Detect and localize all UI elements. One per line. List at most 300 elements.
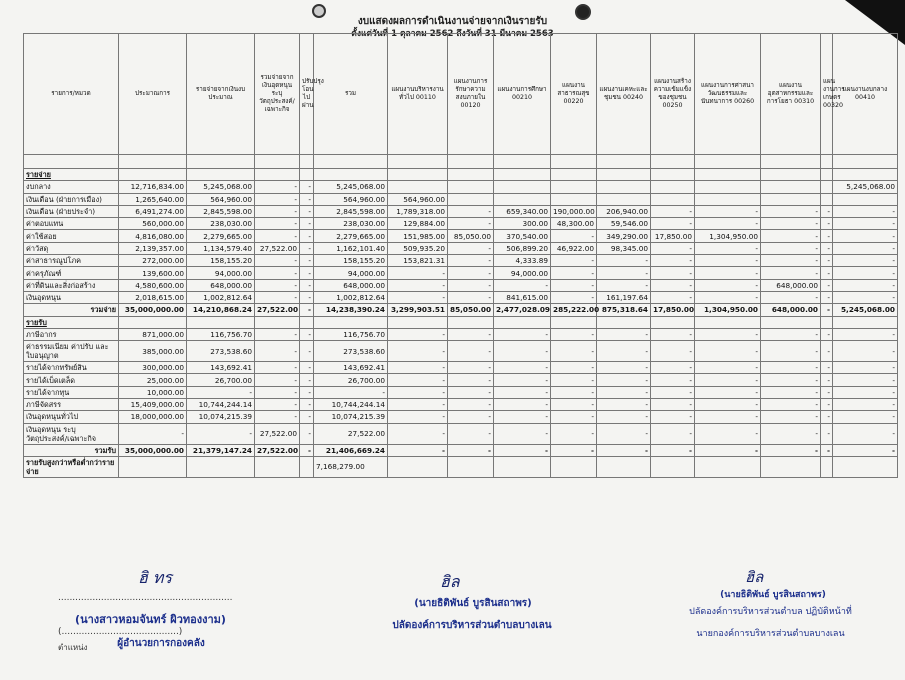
empty-cell: [821, 456, 833, 477]
table-row: [24, 291, 898, 303]
total-value: 27,522.00: [255, 304, 300, 316]
value-cell: -: [255, 181, 300, 193]
value-cell: -: [761, 411, 821, 423]
value-cell: -: [651, 267, 695, 279]
value-cell: 27,522.00: [255, 242, 300, 254]
value-cell: -: [695, 218, 761, 230]
empty-cell: [494, 169, 551, 181]
value-cell: 871,000.00: [119, 328, 187, 340]
value-cell: -: [494, 386, 551, 398]
value-cell: [695, 193, 761, 205]
value-cell: [597, 181, 651, 193]
value-cell: -: [255, 341, 300, 362]
value-cell: 349,290.00: [597, 230, 651, 242]
row-label: รายได้เบ็ดเตล็ด: [24, 374, 119, 386]
empty-cell: [821, 316, 833, 328]
value-cell: 1,789,318.00: [388, 205, 448, 217]
value-cell: -: [300, 374, 314, 386]
value-cell: 564,960.00: [388, 193, 448, 205]
value-cell: 659,340.00: [494, 205, 551, 217]
value-cell: -: [761, 328, 821, 340]
value-cell: 94,000.00: [314, 267, 388, 279]
empty-cell: [494, 316, 551, 328]
empty-cell: [833, 316, 898, 328]
value-cell: 59,546.00: [597, 218, 651, 230]
value-cell: -: [448, 411, 494, 423]
value-cell: 1,002,812.64: [187, 291, 255, 303]
value-cell: -: [695, 205, 761, 217]
value-cell: -: [551, 291, 597, 303]
value-cell: -: [255, 374, 300, 386]
value-cell: -: [651, 341, 695, 362]
signature-3-position: ปลัดองค์การบริหารส่วนตำบล ปฏิบัติหน้าที่: [689, 607, 852, 617]
empty-cell: [300, 316, 314, 328]
empty-cell: [651, 155, 695, 169]
value-cell: -: [255, 362, 300, 374]
empty-cell: [651, 169, 695, 181]
value-cell: -: [597, 255, 651, 267]
value-cell: -: [651, 291, 695, 303]
value-cell: -: [255, 230, 300, 242]
table-row: [24, 242, 898, 254]
column-header: รวม: [314, 34, 388, 155]
value-cell: 158,155.20: [314, 255, 388, 267]
value-cell: -: [761, 255, 821, 267]
value-cell: -: [300, 411, 314, 423]
empty-cell: [300, 456, 314, 477]
signature-1-name: (นางสาวหอมจันทร์ ผิวทองงาม): [75, 613, 226, 626]
total-value: -: [821, 444, 833, 456]
empty-cell: [551, 169, 597, 181]
value-cell: -: [448, 399, 494, 411]
value-cell: 1,304,950.00: [695, 230, 761, 242]
value-cell: -: [833, 279, 898, 291]
value-cell: 206,940.00: [597, 205, 651, 217]
table-row: [24, 218, 898, 230]
value-cell: -: [255, 328, 300, 340]
value-cell: -: [494, 423, 551, 444]
signature-1-line: .............................................................: [58, 593, 233, 603]
value-cell: 12,716,834.00: [119, 181, 187, 193]
total-value: 14,210,868.24: [187, 304, 255, 316]
empty-cell: [388, 316, 448, 328]
table-row: [24, 341, 898, 362]
value-cell: 143,692.41: [187, 362, 255, 374]
value-cell: -: [833, 230, 898, 242]
total-value: -: [551, 444, 597, 456]
value-cell: [388, 181, 448, 193]
value-cell: 648,000.00: [314, 279, 388, 291]
value-cell: [448, 181, 494, 193]
value-cell: [761, 181, 821, 193]
signature-1-position: ผู้อำนวยการกองคลัง: [117, 638, 205, 649]
value-cell: 26,700.00: [187, 374, 255, 386]
row-label: เงินอุดหนุน: [24, 291, 119, 303]
table-row: [24, 399, 898, 411]
value-cell: -: [255, 267, 300, 279]
column-header: แผนงานบริหารงานทั่วไป 00110: [388, 34, 448, 155]
total-value: -: [821, 304, 833, 316]
value-cell: 2,845,598.00: [187, 205, 255, 217]
value-cell: 27,522.00: [314, 423, 388, 444]
value-cell: -: [761, 386, 821, 398]
value-cell: -: [833, 362, 898, 374]
value-cell: -: [255, 291, 300, 303]
value-cell: -: [651, 374, 695, 386]
value-cell: -: [695, 242, 761, 254]
value-cell: 2,279,665.00: [187, 230, 255, 242]
empty-cell: [255, 155, 300, 169]
gap-row: [24, 155, 898, 169]
row-label: รายได้จากทุน: [24, 386, 119, 398]
value-cell: [651, 181, 695, 193]
empty-cell: [448, 155, 494, 169]
empty-cell: [314, 316, 388, 328]
table-row: [24, 267, 898, 279]
value-cell: -: [551, 255, 597, 267]
signature-2-handwriting: ฮิล: [440, 572, 460, 591]
value-cell: -: [833, 328, 898, 340]
table-row: [24, 362, 898, 374]
total-value: -: [494, 444, 551, 456]
total-value: 85,050.00: [448, 304, 494, 316]
value-cell: -: [651, 386, 695, 398]
value-cell: 94,000.00: [187, 267, 255, 279]
empty-cell: [761, 169, 821, 181]
table-row: [24, 423, 898, 444]
value-cell: -: [300, 193, 314, 205]
total-value: 35,000,000.00: [119, 304, 187, 316]
value-cell: 300.00: [494, 218, 551, 230]
empty-cell: [761, 155, 821, 169]
value-cell: -: [597, 341, 651, 362]
value-cell: 2,139,357.00: [119, 242, 187, 254]
value-cell: 509,935.20: [388, 242, 448, 254]
empty-cell: [551, 456, 597, 477]
empty-cell: [833, 456, 898, 477]
empty-cell: [388, 169, 448, 181]
empty-cell: [597, 169, 651, 181]
value-cell: -: [761, 423, 821, 444]
value-cell: 129,884.00: [388, 218, 448, 230]
row-label: งบกลาง: [24, 181, 119, 193]
value-cell: -: [597, 386, 651, 398]
value-cell: -: [448, 328, 494, 340]
value-cell: -: [821, 255, 833, 267]
value-cell: -: [761, 205, 821, 217]
value-cell: -: [388, 267, 448, 279]
value-cell: -: [833, 411, 898, 423]
value-cell: -: [651, 205, 695, 217]
signature-3-handwriting: ฮิล: [745, 568, 764, 586]
empty-cell: [551, 316, 597, 328]
value-cell: -: [695, 328, 761, 340]
value-cell: -: [255, 411, 300, 423]
value-cell: -: [651, 242, 695, 254]
value-cell: [833, 193, 898, 205]
value-cell: -: [597, 279, 651, 291]
value-cell: 27,522.00: [255, 423, 300, 444]
value-cell: -: [300, 218, 314, 230]
empty-cell: [119, 456, 187, 477]
table-row: [24, 279, 898, 291]
value-cell: 5,245,068.00: [833, 181, 898, 193]
value-cell: -: [300, 291, 314, 303]
value-cell: -: [821, 411, 833, 423]
value-cell: 17,850.00: [651, 230, 695, 242]
value-cell: -: [300, 386, 314, 398]
value-cell: -: [761, 341, 821, 362]
value-cell: 2,845,598.00: [314, 205, 388, 217]
value-cell: -: [833, 386, 898, 398]
value-cell: 385,000.00: [119, 341, 187, 362]
value-cell: -: [300, 181, 314, 193]
value-cell: [448, 193, 494, 205]
value-cell: 116,756.70: [187, 328, 255, 340]
value-cell: -: [448, 341, 494, 362]
column-header: แผนงานสาธารณสุข 00220: [551, 34, 597, 155]
empty-cell: [651, 456, 695, 477]
value-cell: -: [833, 218, 898, 230]
column-header: แผนงานการรักษาความสงบภายใน 00120: [448, 34, 494, 155]
value-cell: -: [597, 411, 651, 423]
value-cell: -: [597, 374, 651, 386]
value-cell: -: [300, 230, 314, 242]
report-period: ตั้งแต่วันที่ 1 ตุลาคม 2562 ถึงวันที่ 31 มีนาคม 2563: [351, 29, 554, 39]
value-cell: -: [448, 279, 494, 291]
empty-cell: [448, 316, 494, 328]
empty-cell: [119, 155, 187, 169]
value-cell: -: [695, 255, 761, 267]
value-cell: -: [551, 374, 597, 386]
value-cell: 161,197.64: [597, 291, 651, 303]
total-value: 14,238,390.24: [314, 304, 388, 316]
value-cell: -: [494, 411, 551, 423]
value-cell: [551, 181, 597, 193]
value-cell: -: [494, 399, 551, 411]
value-cell: 370,540.00: [494, 230, 551, 242]
value-cell: 238,030.00: [187, 218, 255, 230]
value-cell: -: [821, 386, 833, 398]
value-cell: [551, 193, 597, 205]
value-cell: -: [651, 362, 695, 374]
section-label: รายจ่าย: [24, 169, 119, 181]
value-cell: -: [300, 423, 314, 444]
value-cell: 10,000.00: [119, 386, 187, 398]
value-cell: 273,538.60: [187, 341, 255, 362]
row-label: เงินอุดหนุน ระบุวัตถุประสงค์/เฉพาะกิจ: [24, 423, 119, 444]
surplus-label: รายรับสูงกว่าหรือต่ำกว่ารายจ่าย: [24, 456, 119, 477]
value-cell: 85,050.00: [448, 230, 494, 242]
value-cell: -: [761, 362, 821, 374]
value-cell: -: [651, 423, 695, 444]
value-cell: 564,960.00: [187, 193, 255, 205]
value-cell: 5,245,068.00: [187, 181, 255, 193]
value-cell: -: [695, 423, 761, 444]
value-cell: -: [388, 399, 448, 411]
row-label: ค่าสาธารณูปโภค: [24, 255, 119, 267]
total-value: -: [388, 444, 448, 456]
empty-cell: [695, 316, 761, 328]
value-cell: -: [300, 279, 314, 291]
value-cell: 1,134,579.40: [187, 242, 255, 254]
value-cell: -: [833, 242, 898, 254]
total-value: -: [597, 444, 651, 456]
value-cell: 6,491,274.00: [119, 205, 187, 217]
value-cell: 26,700.00: [314, 374, 388, 386]
total-value: -: [300, 444, 314, 456]
total-value: -: [761, 444, 821, 456]
value-cell: -: [761, 242, 821, 254]
value-cell: -: [833, 374, 898, 386]
total-value: 21,406,669.24: [314, 444, 388, 456]
report-table: [23, 33, 898, 478]
signature-2-name: (นายธิติพันธ์ บูรสินสถาพร): [414, 598, 532, 609]
row-label: เงินเดือน (ฝ่ายการเมือง): [24, 193, 119, 205]
value-cell: 2,018,615.00: [119, 291, 187, 303]
column-header: รายจ่ายจากเงินงบประมาณ: [187, 34, 255, 155]
column-header: ปรับปรุงโอนไปผ่าน: [300, 34, 314, 155]
table-row: [24, 230, 898, 242]
value-cell: 15,409,000.00: [119, 399, 187, 411]
value-cell: -: [821, 291, 833, 303]
value-cell: 94,000.00: [494, 267, 551, 279]
value-cell: [494, 193, 551, 205]
value-cell: -: [448, 205, 494, 217]
value-cell: -: [597, 399, 651, 411]
value-cell: -: [551, 362, 597, 374]
value-cell: -: [821, 328, 833, 340]
total-label: รวมจ่าย: [24, 304, 119, 316]
value-cell: 238,030.00: [314, 218, 388, 230]
surplus-row: [24, 456, 898, 477]
total-label: รวมรับ: [24, 444, 119, 456]
value-cell: -: [388, 386, 448, 398]
total-value: -: [448, 444, 494, 456]
value-cell: -: [833, 255, 898, 267]
value-cell: -: [695, 291, 761, 303]
empty-cell: [187, 456, 255, 477]
table-row: [24, 255, 898, 267]
value-cell: -: [833, 291, 898, 303]
value-cell: -: [651, 411, 695, 423]
value-cell: -: [651, 255, 695, 267]
value-cell: 4,333.89: [494, 255, 551, 267]
total-value: 17,850.00: [651, 304, 695, 316]
total-value: 648,000.00: [761, 304, 821, 316]
value-cell: 2,279,665.00: [314, 230, 388, 242]
empty-cell: [597, 155, 651, 169]
empty-cell: [255, 169, 300, 181]
total-value: -: [695, 444, 761, 456]
value-cell: 10,744,244.14: [314, 399, 388, 411]
table-row: [24, 193, 898, 205]
value-cell: 48,300.00: [551, 218, 597, 230]
value-cell: -: [448, 242, 494, 254]
value-cell: 648,000.00: [761, 279, 821, 291]
row-label: ค่าธรรมเนียม ค่าปรับ และใบอนุญาต: [24, 341, 119, 362]
total-row-income: [24, 444, 898, 456]
value-cell: -: [448, 362, 494, 374]
value-cell: 273,538.60: [314, 341, 388, 362]
value-cell: [494, 181, 551, 193]
empty-cell: [833, 169, 898, 181]
value-cell: [821, 193, 833, 205]
value-cell: -: [695, 399, 761, 411]
value-cell: -: [597, 423, 651, 444]
total-value: 5,245,068.00: [833, 304, 898, 316]
value-cell: -: [761, 399, 821, 411]
value-cell: -: [551, 230, 597, 242]
value-cell: -: [494, 279, 551, 291]
value-cell: -: [448, 291, 494, 303]
value-cell: 10,074,215.39: [314, 411, 388, 423]
value-cell: [761, 193, 821, 205]
value-cell: -: [388, 341, 448, 362]
signature-2-position: ปลัดองค์การบริหารส่วนตำบลบางเลน: [392, 620, 552, 631]
row-label: ค่าครุภัณฑ์: [24, 267, 119, 279]
value-cell: -: [119, 423, 187, 444]
value-cell: -: [761, 218, 821, 230]
column-header: แผนงานสร้างความเข้มแข็งของชุมชน 00250: [651, 34, 695, 155]
total-value: 875,318.64: [597, 304, 651, 316]
value-cell: -: [597, 362, 651, 374]
column-header: แผนงานการเกษตร 00320: [821, 34, 833, 155]
value-cell: 1,002,812.64: [314, 291, 388, 303]
value-cell: 560,000.00: [119, 218, 187, 230]
value-cell: 841,615.00: [494, 291, 551, 303]
value-cell: -: [833, 399, 898, 411]
empty-cell: [695, 155, 761, 169]
value-cell: [651, 193, 695, 205]
value-cell: -: [388, 362, 448, 374]
row-label: ค่าที่ดินและสิ่งก่อสร้าง: [24, 279, 119, 291]
value-cell: -: [821, 267, 833, 279]
value-cell: -: [494, 341, 551, 362]
value-cell: -: [448, 218, 494, 230]
value-cell: -: [255, 255, 300, 267]
value-cell: -: [448, 255, 494, 267]
row-label: รายได้จากทรัพย์สิน: [24, 362, 119, 374]
signature-1-dots: (.........................................): [58, 627, 183, 637]
row-label: ค่าตอบแทน: [24, 218, 119, 230]
value-cell: 300,000.00: [119, 362, 187, 374]
total-value: 27,522.00: [255, 444, 300, 456]
value-cell: -: [314, 386, 388, 398]
table-row: [24, 205, 898, 217]
empty-cell: [314, 169, 388, 181]
value-cell: -: [448, 423, 494, 444]
value-cell: -: [551, 279, 597, 291]
value-cell: -: [695, 386, 761, 398]
column-header: แผนงานการศาสนาวัฒนธรรมและนันทนาการ 00260: [695, 34, 761, 155]
value-cell: 506,899.20: [494, 242, 551, 254]
empty-cell: [255, 316, 300, 328]
value-cell: -: [551, 341, 597, 362]
empty-cell: [695, 456, 761, 477]
value-cell: -: [833, 267, 898, 279]
value-cell: 25,000.00: [119, 374, 187, 386]
empty-cell: [821, 169, 833, 181]
value-cell: -: [255, 205, 300, 217]
total-value: 35,000,000.00: [119, 444, 187, 456]
value-cell: -: [300, 399, 314, 411]
value-cell: -: [821, 341, 833, 362]
total-value: 3,299,903.51: [388, 304, 448, 316]
empty-cell: [551, 155, 597, 169]
value-cell: -: [833, 205, 898, 217]
value-cell: 151,985.00: [388, 230, 448, 242]
